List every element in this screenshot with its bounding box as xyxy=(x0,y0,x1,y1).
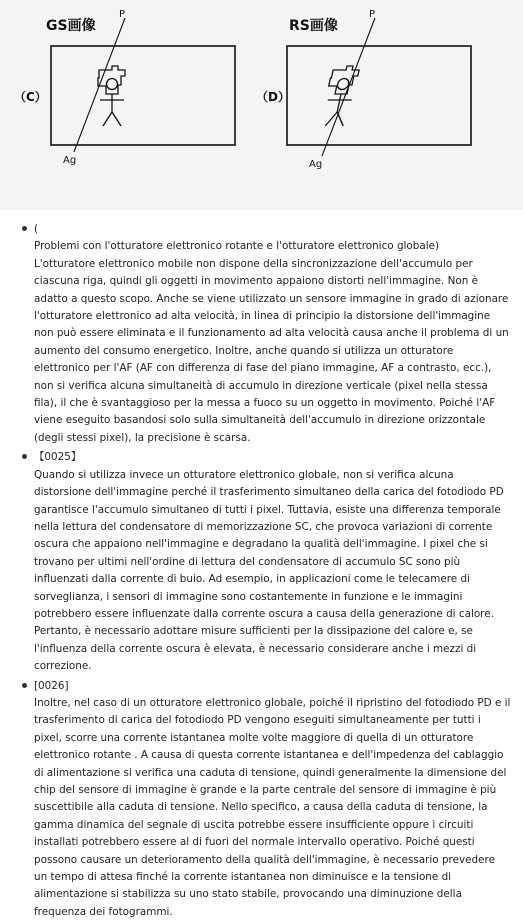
right-person-figure xyxy=(320,66,360,126)
paragraph-heading: ( xyxy=(34,223,39,235)
right-panel xyxy=(256,9,471,170)
paragraph-heading: 【0025】 xyxy=(34,451,82,464)
paragraph-heading: [0026] xyxy=(34,679,69,692)
bullet-icon xyxy=(22,454,27,459)
left-line-top-label: P xyxy=(119,9,126,20)
left-person-figure xyxy=(98,66,125,126)
right-panel-title: RS画像 xyxy=(289,18,338,34)
bullet-icon xyxy=(22,226,27,231)
paragraph-list xyxy=(0,221,523,921)
left-line-bottom-label: Ag xyxy=(63,155,77,166)
paragraph-text: Inoltre, nel caso di un otturatore elettronico globale, poiché il ripristino del fotodiodo PD e il trasferimento di carica del fotodiodo PD vengono eseguiti simultaneamente per tutti i pixel, scorre una corrente istantanea molte volte maggiore di quella di un otturatore elettronico rotante . A causa di questa corrente istantanea e dell'impedenza del cablaggio di alimentazione si verifica una caduta di tensione, quindi generalmente la dimensione del chip del sensore di immagine è grande e la parte centrale del sensore di immagine è più suscettibile alla caduta di tensione. Nello specifico, a causa della caduta di tensione, la gamma dinamica del segnale di uscita potrebbe essere insufficiente oppure i circuiti installati potrebbero essere al di fuori del normale intervallo operativo. Poiché questi possono causare un deterioramento della qualità dell'immagine, è necessario prevedere un tempo di attesa finché la corrente istantanea non diminuisce e la tensione di alimentazione si stabilizza su uno stato stabile, provocando una diminuzione della frequenza dei fotogrammi. xyxy=(34,696,511,918)
bullet-icon xyxy=(22,683,27,688)
paragraph-item xyxy=(0,678,523,922)
left-frame xyxy=(51,46,235,145)
right-line-top-label: P xyxy=(369,9,376,20)
patent-figure xyxy=(0,0,523,210)
right-frame xyxy=(287,46,471,145)
paragraph-item xyxy=(0,221,523,447)
paragraph-text: Problemi con l'otturatore elettronico rotante e l'otturatore elettronico globale) L'otturatore elettronico mobile non dispone della sincronizzazione dell'accumulo per ciascuna riga, quindi gli oggetti in movimento appaiono distorti nell'immagine. Non è adatto a questo scopo. Anche se viene utilizzato un sensore immagine in grado di azionare l'otturatore elettronico ad alta velocità, in linea di principio la distorsione dell'immagine non può essere eliminata e il funzionamento ad alta velocità causa anche il problema di un aumento del consumo energetico. Inoltre, anche quando si utilizza un otturatore elettronico per l'AF (AF con differenza di fase del piano immagine, AF a contrasto, ecc.), non si verifica alcuna simultaneità di accumulo in direzione verticale (pixel nella stessa fila), il che è svantaggioso per la messa a fuoco su un oggetto in movimento. Poiché l'AF viene eseguito basandosi solo sulla simultaneità dell'accumulo in direzione orizzontale (degli stessi pixel), la precisione è scarsa. xyxy=(34,240,509,444)
document-body xyxy=(0,221,523,923)
left-panel-title: GS画像 xyxy=(46,18,96,34)
figure-drawing xyxy=(0,0,523,210)
paragraph-item xyxy=(0,449,523,675)
left-panel-label: （C） xyxy=(14,90,47,104)
right-panel-label: （D） xyxy=(256,90,290,104)
right-line-bottom-label: Ag xyxy=(309,159,323,170)
paragraph-text: Quando si utilizza invece un otturatore elettronico globale, non si verifica alcuna distorsione dell'immagine perché il trasferimento simultaneo della carica del fotodiodo PD garantisce l'accumulo simultaneo di tutti i pixel. Tuttavia, esiste una differenza temporale nella lettura del condensatore di memorizzazione SC, che provoca variazioni di corrente oscura che appaiono nell'immagine e degradano la qualità dell'immagine. I pixel che si trovano per ultimi nell'ordine di lettura del condensatore di accumulo SC sono più influenzati dalla corrente di buio. Ad esempio, in applicazioni come le telecamere di sorveglianza, i sensori di immagine sono costantemente in funzione e le immagini potrebbero essere influenzate dalla corrente oscura a causa della generazione di calore. Pertanto, è necessario adottare misure sufficienti per la dissipazione del calore e, se l'influenza della corrente oscura è elevata, è necessario considerare anche i mezzi di correzione. xyxy=(34,468,504,673)
left-panel xyxy=(14,9,235,166)
